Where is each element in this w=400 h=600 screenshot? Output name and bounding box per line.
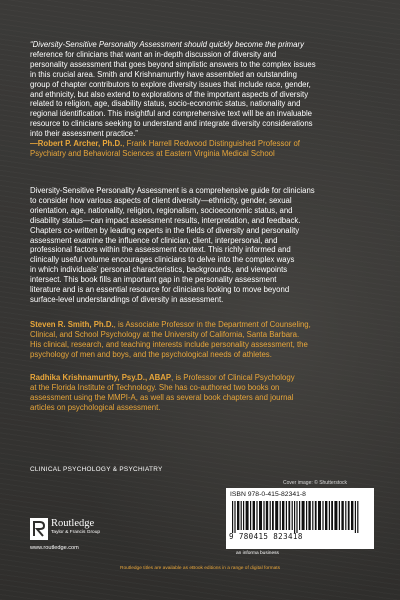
publisher-name: Routledge	[51, 518, 95, 529]
author-name: Radhika Krishnamurthy, Psy.D., ABAP	[30, 373, 172, 382]
description-line: literature and is an essential resource for clinicians looking to move beyond	[30, 285, 290, 295]
author-bio-line	[30, 373, 375, 383]
description-line: in which individuals’ personal characteristics, backgrounds, and viewpoints	[30, 265, 288, 275]
description-line: disability status—can impact assessment results, interpretation, and feedback.	[30, 215, 301, 225]
description-line: professional factors within the assessment context. This richly informed and	[30, 245, 291, 255]
quote-line: into their assessment practice.”	[30, 129, 138, 139]
description-line: Chapters co-written by leading experts in the fields of diversity and personality	[30, 225, 300, 235]
attribution-title: , Frank Harrell Redwood Distinguished Professor of	[122, 139, 300, 149]
quote-line	[30, 40, 375, 50]
author-bio-line: assessment using the MMPI-A, as well as several book chapters and journal	[30, 392, 294, 402]
attribution-affiliation: Psychiatry and Behavioral Sciences at Eastern Virginia Medical School	[30, 148, 275, 158]
publisher-group: Taylor & Francis Group	[51, 530, 101, 535]
description-line: intersect. This book fills an important gap in the personality assessment	[30, 275, 277, 285]
author-bio-line: Clinical, and School Psychology at the University of California, Santa Barbara.	[30, 329, 300, 339]
author-bio-line	[30, 320, 375, 330]
quote-line: regional identification. This insightful and comprehensive text will be an invaluable	[30, 109, 313, 119]
author-bio-smith	[30, 320, 375, 360]
quote-line: resource to clinicians seeking to understand and integrate diversity considerations	[30, 119, 313, 129]
quote-attribution	[30, 139, 375, 149]
routledge-logo-icon	[30, 518, 48, 540]
endorsement-quote	[30, 40, 375, 159]
description-line: to consider how various aspects of client diversity—ethnicity, gender, sexual	[30, 195, 292, 205]
author-name: Steven R. Smith, Ph.D.	[30, 320, 114, 329]
isbn-number: ISBN 978-0-415-82341-8	[230, 491, 306, 498]
description-line: Diversity-Sensitive Personality Assessment is a comprehensive guide for clinicians	[30, 186, 315, 195]
author-bio-line: at the Florida Institute of Technology. She has co-authored two books on	[30, 382, 280, 392]
description-line: clinically useful volume encourages clinicians to delve into the complex ways	[30, 255, 295, 265]
description-line: orientation, age, nationality, religion, regionalism, socioeconomic status, and	[30, 205, 293, 215]
author-bio-krishnamurthy	[30, 373, 375, 413]
quote-line: reference for clinicians that want an in-depth discussion of diversity and	[30, 49, 277, 59]
attribution-name: —Robert P. Archer, Ph.D.	[30, 139, 123, 149]
quote-line: personality assessment that goes beyond simplistic answers to the complex issues	[30, 59, 316, 69]
quote-line: in this crucial area. Smith and Krishnamurthy have assembled an outstanding	[30, 69, 297, 79]
description-line: surface-level understandings of diversity in assessment.	[30, 294, 224, 304]
quote-line: related to religion, age, disability status, socio-economic status, nationality and	[30, 99, 301, 109]
subject-category: CLINICAL PSYCHOLOGY & PSYCHIATRY	[30, 466, 163, 473]
barcode-digits: 9 780415 823418	[229, 532, 303, 541]
author-bio-text: , is Professor of Clinical Psychology	[171, 373, 295, 382]
book-description	[30, 186, 375, 305]
barcode-icon	[230, 501, 370, 533]
publisher-block	[30, 517, 140, 557]
cover-image-credit: Cover image: © Shutterstock	[283, 480, 347, 486]
publisher-website[interactable]: www.routledge.com	[30, 545, 79, 551]
isbn-barcode	[226, 488, 374, 549]
author-bio-text: , is Associate Professor in the Department of Counseling,	[113, 320, 311, 329]
author-bio-line: His clinical, research, and teaching interests include personality assessment, the	[30, 339, 308, 349]
quote-line-text: “Diversity-Sensitive Personality Assessment should quickly become the primary	[30, 40, 305, 49]
quote-line: group of chapter contributors to explore diversity issues that include race, gender,	[30, 79, 311, 89]
description-line: assessment examine the influence of clinician, client, interpersonal, and	[30, 235, 278, 245]
author-bio-line: psychology of men and boys, and the psychological needs of athletes.	[30, 349, 272, 359]
informa-tagline: an informa business	[236, 551, 279, 556]
quote-line: and ethnicity, but also extend to explorations of the important aspects of diversity	[30, 89, 309, 99]
ebook-note: Routledge titles are available as eBook editions in a range of digital formats	[120, 566, 280, 571]
author-bio-line: articles on psychological assessment.	[30, 402, 161, 412]
